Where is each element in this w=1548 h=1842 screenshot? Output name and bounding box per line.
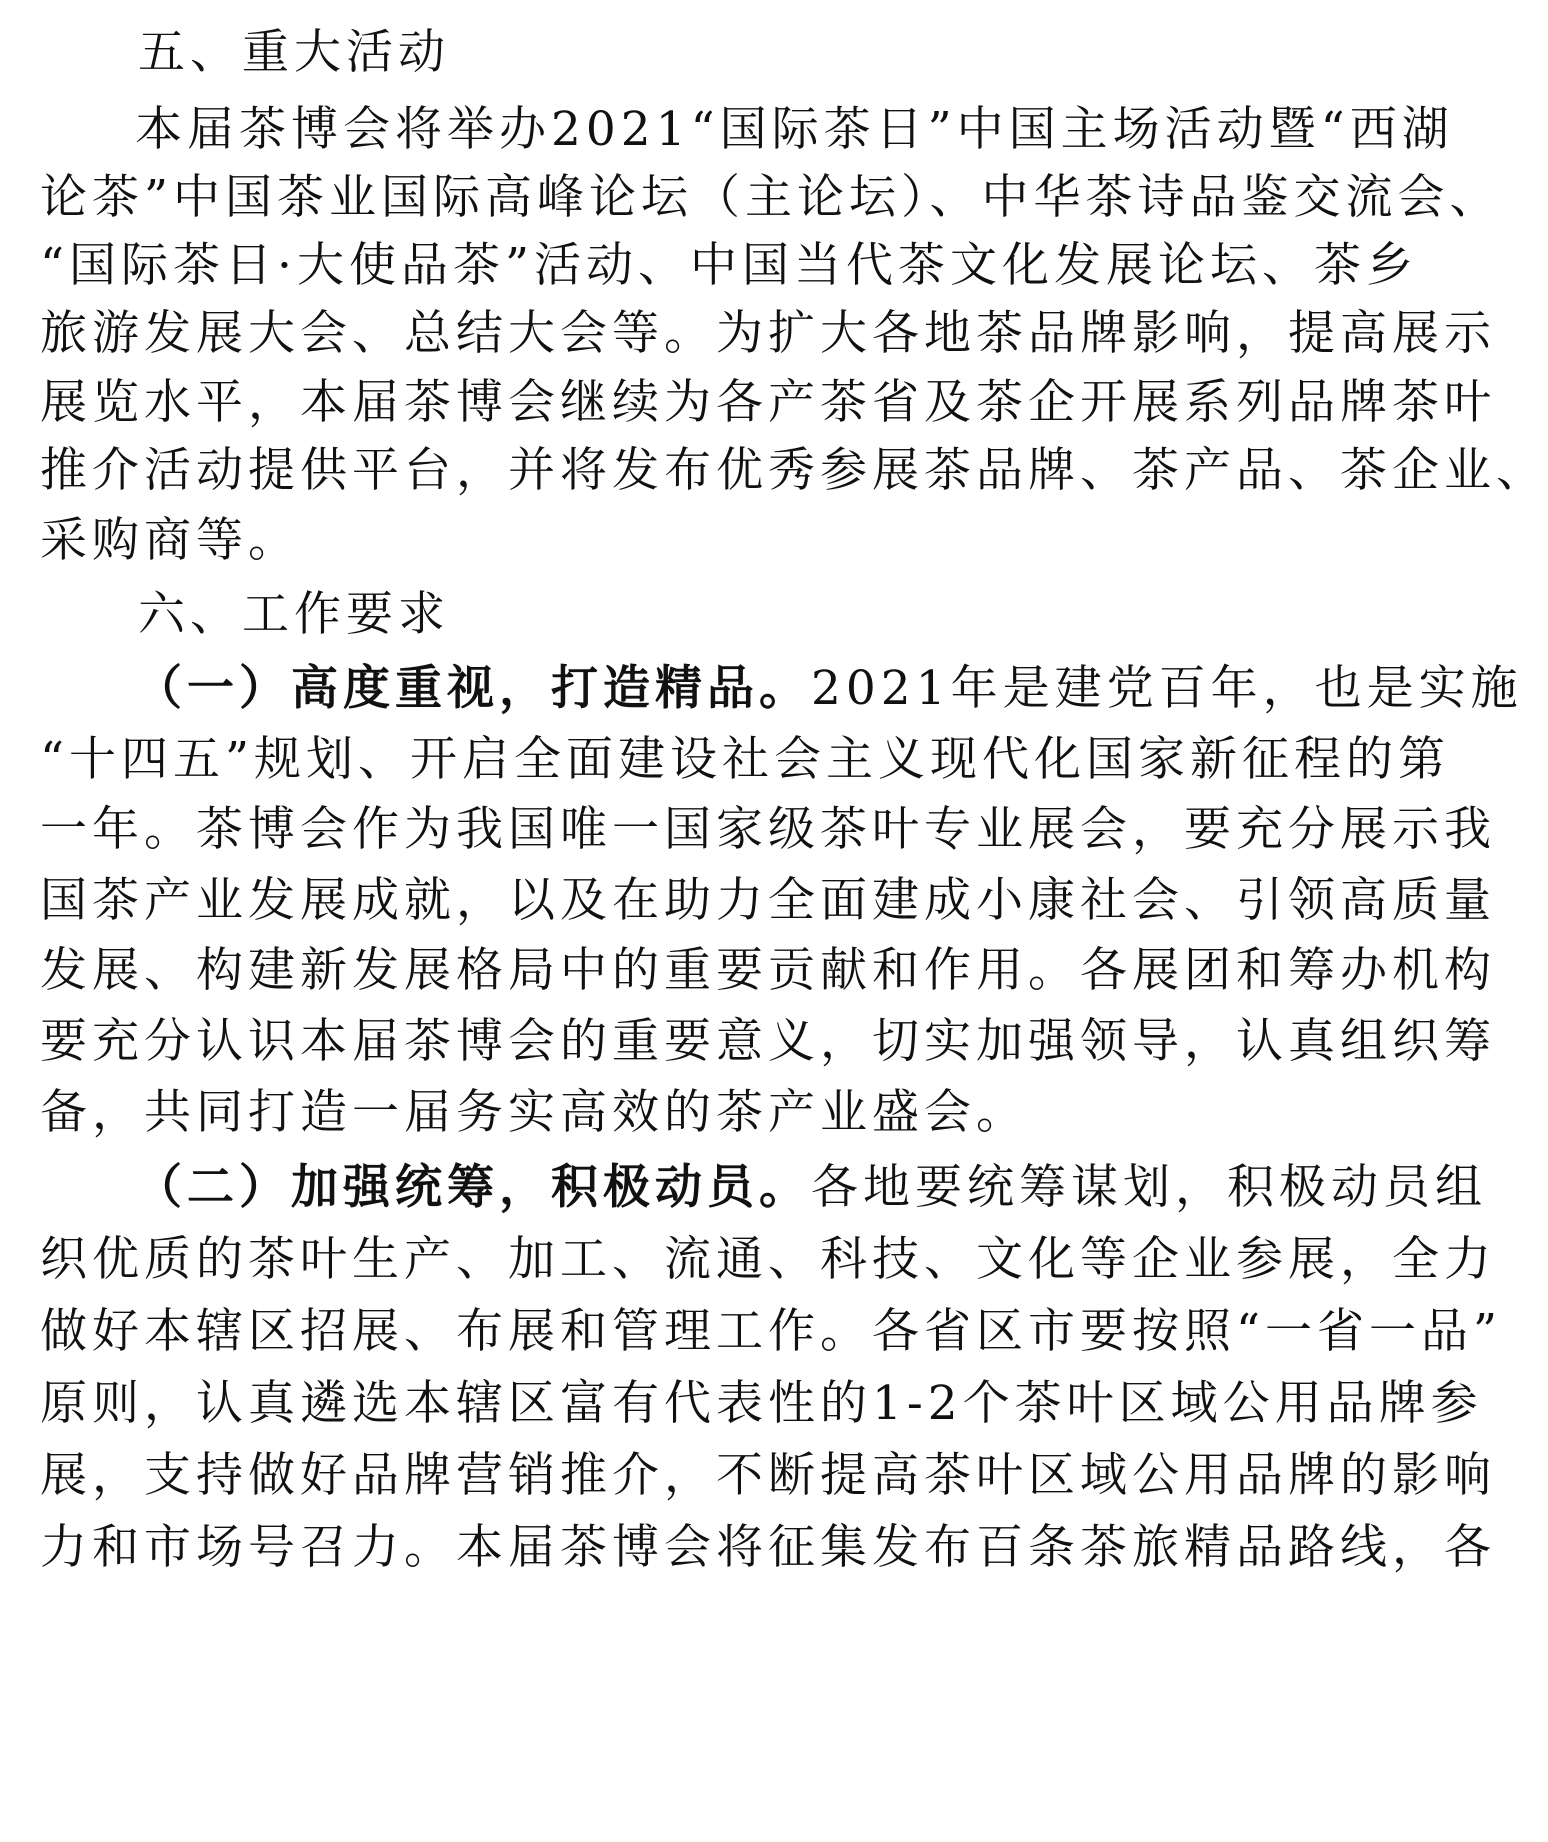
item-2-line-2: 织优质的茶叶生产、加工、流通、科技、文化等企业参展，全力 xyxy=(40,1232,1496,1287)
item-1-line-2: “十四五”规划、开启全面建设社会主义现代化国家新征程的第 xyxy=(40,732,1451,787)
section-5-line-7: 采购商等。 xyxy=(40,513,300,568)
section-5-line-5: 展览水平，本届茶博会继续为各产茶省及茶企开展系列品牌茶叶 xyxy=(40,375,1496,430)
section-5-line-2: 论茶”中国茶业国际高峰论坛（主论坛）、中华茶诗品鉴交流会、 xyxy=(40,170,1502,225)
item-1-lead: （一）高度重视，打造精品。 xyxy=(135,661,811,716)
item-2-line-4: 原则，认真遴选本辖区富有代表性的1-2个茶叶区域公用品牌参 xyxy=(40,1376,1483,1431)
item-1-line-5: 发展、构建新发展格局中的重要贡献和作用。各展团和筹办机构 xyxy=(40,943,1496,998)
item-1-first-rest: 2021年是建党百年，也是实施 xyxy=(811,661,1523,716)
section-5-line-3: “国际茶日·大使品茶”活动、中国当代茶文化发展论坛、茶乡 xyxy=(40,238,1418,293)
section-5-line-6: 推介活动提供平台，并将发布优秀参展茶品牌、茶产品、茶企业、 xyxy=(40,443,1548,498)
item-2-line-5: 展，支持做好品牌营销推介，不断提高茶叶区域公用品牌的影响 xyxy=(40,1448,1496,1503)
item-1-line-7: 备，共同打造一届务实高效的茶产业盛会。 xyxy=(40,1085,1028,1140)
section-6-heading: 六、工作要求 xyxy=(138,587,450,642)
item-2-lead: （二）加强统筹，积极动员。 xyxy=(135,1160,811,1215)
section-5-line-1: 本届茶博会将举办2021“国际茶日”中国主场活动暨“西湖 xyxy=(135,102,1454,157)
item-1-line-4: 国茶产业发展成就，以及在助力全面建成小康社会、引领高质量 xyxy=(40,873,1496,928)
item-1-line-1 xyxy=(135,654,1523,724)
item-2-line-3: 做好本辖区招展、布展和管理工作。各省区市要按照“一省一品” xyxy=(40,1304,1503,1359)
item-1-line-6: 要充分认识本届茶博会的重要意义，切实加强领导，认真组织筹 xyxy=(40,1014,1496,1069)
item-2-line-1 xyxy=(135,1153,1487,1223)
item-2-line-6: 力和市场号召力。本届茶博会将征集发布百条茶旅精品路线，各 xyxy=(40,1520,1496,1575)
item-2-first-rest: 各地要统筹谋划，积极动员组 xyxy=(811,1160,1487,1215)
item-1-line-3: 一年。茶博会作为我国唯一国家级茶叶专业展会，要充分展示我 xyxy=(40,802,1496,857)
section-5-heading: 五、重大活动 xyxy=(138,25,450,80)
section-5-line-4: 旅游发展大会、总结大会等。为扩大各地茶品牌影响，提高展示 xyxy=(40,306,1496,361)
